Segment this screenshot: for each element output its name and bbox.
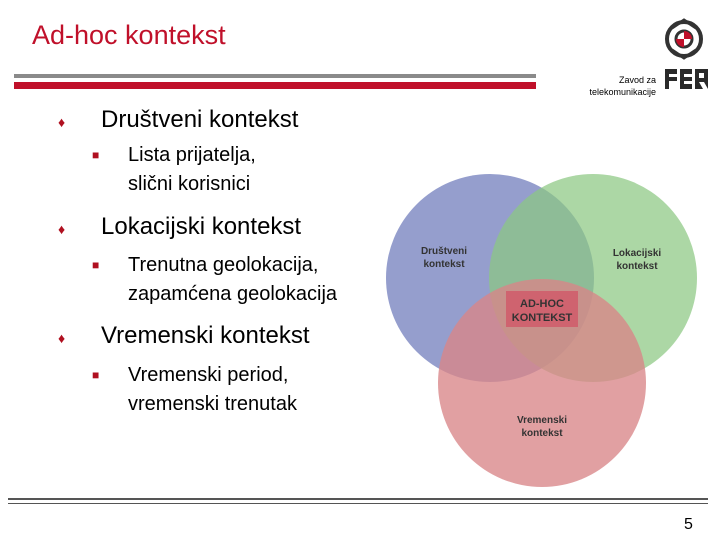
slide-title: Ad-hoc kontekst	[32, 20, 226, 50]
title-rule-red	[14, 82, 536, 89]
fer-logo-icon	[664, 68, 710, 90]
social-label-line1: Društveni	[420, 246, 468, 257]
institution-seal-icon	[664, 16, 704, 62]
location-label-line2: kontekst	[616, 261, 658, 272]
sub-bullet-line: vremenski trenutak	[128, 393, 297, 415]
square-bullet-icon: ■	[92, 148, 100, 162]
square-bullet-icon: ■	[92, 258, 100, 272]
sub-bullet-line: Vremenski period,	[128, 364, 289, 386]
footer-rule-thin	[8, 503, 708, 504]
institution-name	[560, 74, 656, 98]
bullet-heading-social: Društveni kontekst	[101, 106, 299, 133]
institution-line-2: telekomunikacije	[589, 87, 656, 97]
sub-bullet-line: Lista prijatelja,	[128, 144, 256, 166]
diamond-bullet-icon: ♦	[58, 221, 66, 237]
location-label-line1: Lokacijski	[612, 248, 662, 259]
title-rule-grey	[14, 74, 536, 78]
page-number: 5	[684, 516, 693, 533]
sub-bullet-line: zapamćena geolokacija	[128, 283, 338, 305]
bullet-heading-time: Vremenski kontekst	[101, 322, 310, 349]
venn-diagram	[380, 170, 710, 490]
bullet-heading-location: Lokacijski kontekst	[101, 213, 302, 240]
sub-bullet-line: Trenutna geolokacija,	[128, 254, 319, 276]
sub-bullet-line: slični korisnici	[128, 173, 251, 195]
time-label-line2: kontekst	[521, 428, 563, 439]
diamond-bullet-icon: ♦	[58, 114, 66, 130]
sub-bullet-location	[128, 251, 337, 309]
footer-rule	[8, 498, 708, 500]
social-label-line2: kontekst	[423, 259, 465, 270]
center-label-line1: AD-HOC	[520, 298, 564, 310]
diamond-bullet-icon: ♦	[58, 330, 66, 346]
sub-bullet-time	[128, 361, 297, 419]
time-label-line1: Vremenski	[516, 415, 568, 426]
center-label-line2: KONTEKST	[511, 312, 573, 324]
sub-bullet-social	[128, 141, 256, 199]
square-bullet-icon: ■	[92, 368, 100, 382]
institution-line-1: Zavod za	[618, 75, 656, 85]
